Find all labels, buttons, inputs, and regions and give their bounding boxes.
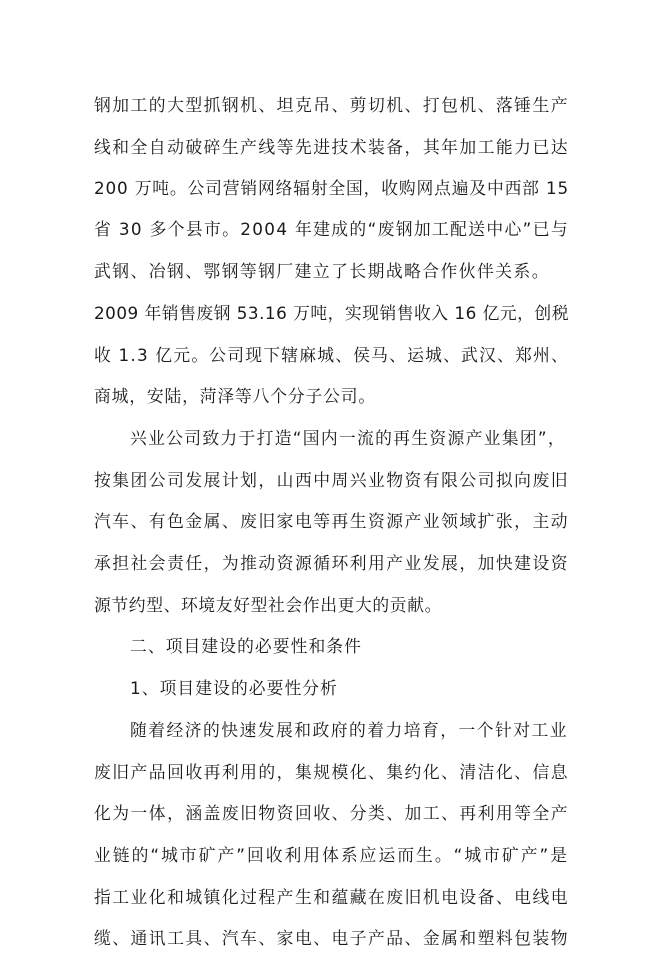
text-line: 源节约型、环境友好型社会作出更大的贡献。 [94, 595, 442, 615]
text-line: 随着经济的快速发展和政府的着力培育，一个针对工业 [130, 720, 568, 740]
text-line: 钢加工的大型抓钢机、坦克吊、剪切机、打包机、落锤生产 [94, 95, 569, 115]
text-line: 2009 年销售废钢 53.16 万吨，实现销售收入 16 亿元，创税 [94, 303, 569, 323]
section-heading: 二、项目建设的必要性和条件 [130, 636, 362, 656]
text-line: 商城，安陆，菏泽等八个分子公司。 [94, 386, 376, 406]
text-line: 承担社会责任，为推动资源循环利用产业发展，加快建设资 [94, 553, 569, 573]
text-line: 指工业化和城镇化过程产生和蕴藏在废旧机电设备、电线电 [94, 887, 569, 907]
text-line: 200 万吨。公司营销网络辐射全国，收购网点遍及中西部 15 [94, 178, 569, 198]
text-line: 废旧产品回收再利用的，集规模化、集约化、清洁化、信息 [94, 762, 569, 782]
text-line: 按集团公司发展计划，山西中周兴业物资有限公司拟向废旧 [94, 470, 569, 490]
text-line: 线和全自动破碎生产线等先进技术装备，其年加工能力已达 [94, 137, 569, 157]
text-line: 兴业公司致力于打造“国内一流的再生资源产业集团”， [130, 428, 567, 448]
text-line: 缆、通讯工具、汽车、家电、电子产品、金属和塑料包装物 [94, 928, 569, 948]
text-line: 省 30 多个县市。2004 年建成的“废钢加工配送中心”已与 [94, 219, 569, 239]
text-line: 收 1.3 亿元。公司现下辖麻城、侯马、运城、武汉、郑州、 [94, 345, 569, 365]
text-line: 化为一体，涵盖废旧物资回收、分类、加工、再利用等全产 [94, 803, 569, 823]
text-line: 汽车、有色金属、废旧家电等再生资源产业领域扩张，主动 [94, 511, 569, 531]
text-line: 武钢、冶钢、鄂钢等钢厂建立了长期战略合作伙伴关系。 [94, 261, 550, 281]
subsection-heading: 1、项目建设的必要性分析 [130, 678, 338, 698]
text-line: 业链的“城市矿产”回收利用体系应运而生。“城市矿产”是 [94, 845, 569, 865]
